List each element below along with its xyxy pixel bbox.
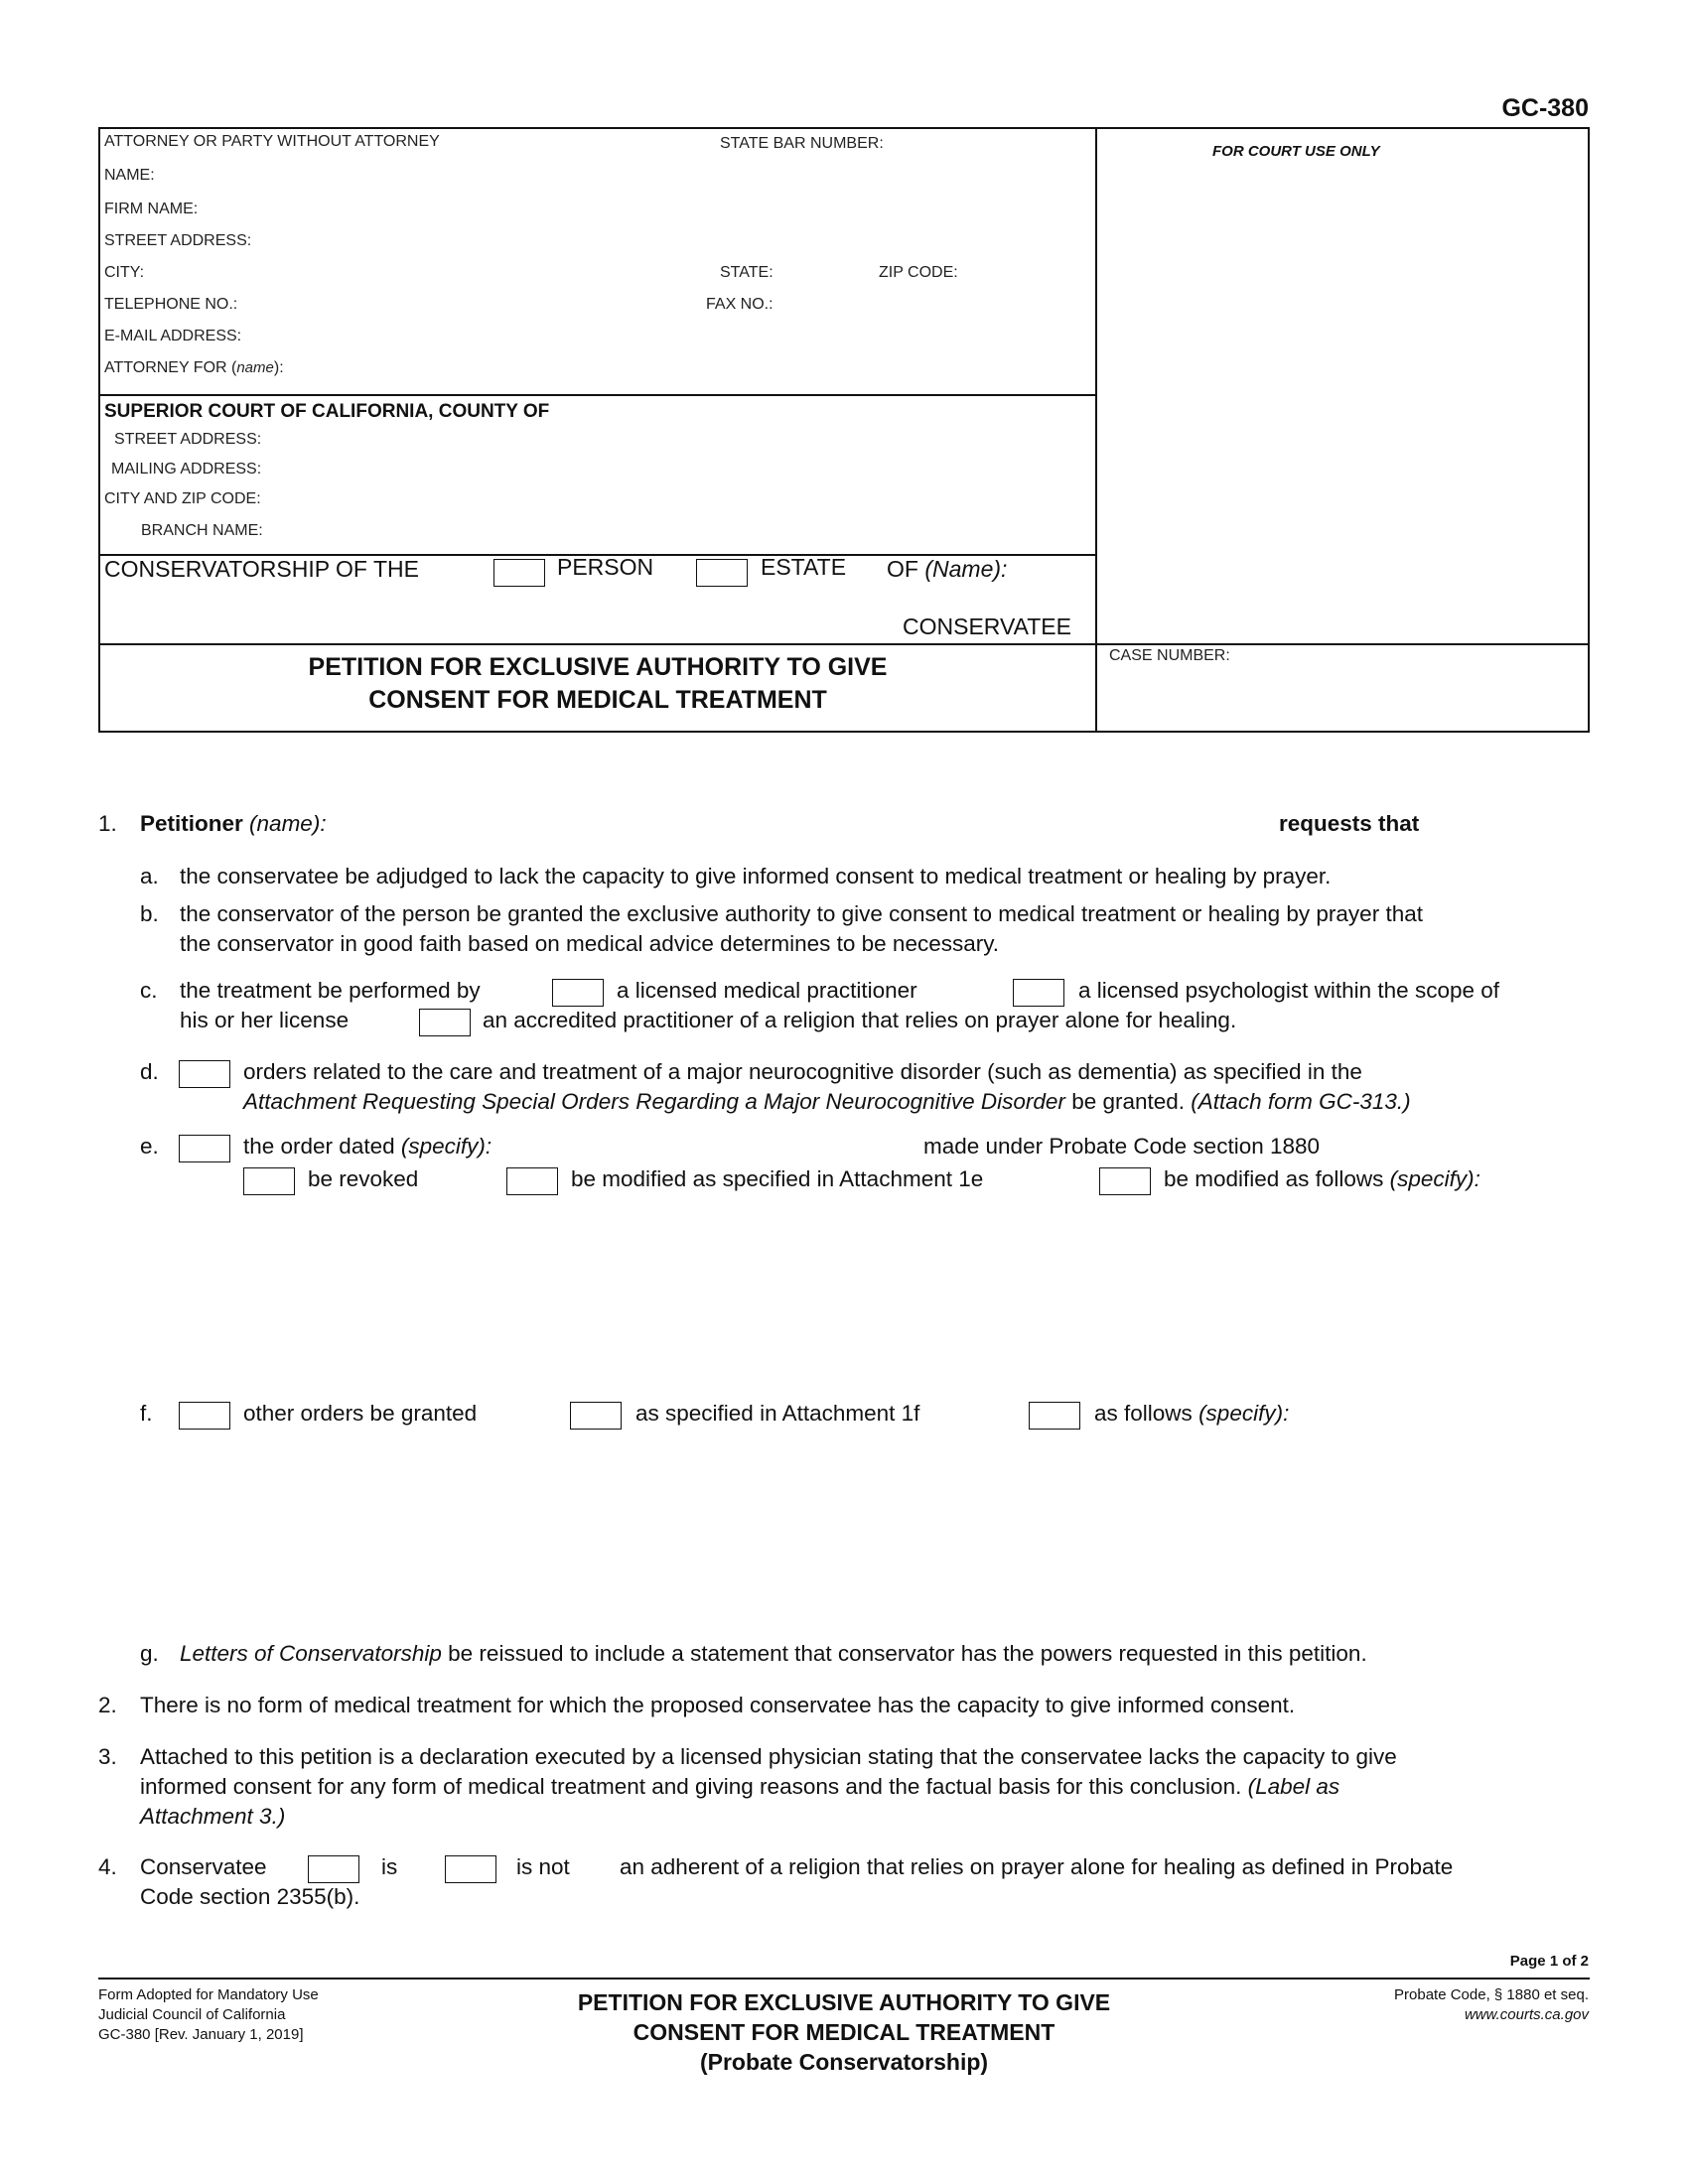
conservatorship-label: CONSERVATORSHIP OF THE: [104, 556, 419, 582]
revoked-label: be revoked: [308, 1166, 419, 1191]
person-checkbox[interactable]: [493, 559, 545, 587]
item-3-label-as: (Label as: [1247, 1774, 1340, 1799]
court-use-only-label: FOR COURT USE ONLY: [1212, 143, 1380, 160]
court-street-field[interactable]: STREET ADDRESS:: [114, 431, 262, 448]
header-divider-1: [100, 394, 1095, 396]
footer-title-line1: PETITION FOR EXCLUSIVE AUTHORITY TO GIVE: [577, 1989, 1111, 2015]
item-1g-rest: be reissued to include a statement that conservator has the powers requested in this petition.: [448, 1641, 1367, 1666]
item-1e-order-dated[interactable]: [243, 1132, 492, 1161]
modified-attachment-checkbox[interactable]: [506, 1167, 558, 1195]
firm-name-field[interactable]: FIRM NAME:: [104, 201, 199, 217]
religious-practitioner-checkbox[interactable]: [419, 1009, 471, 1036]
footer-title: [447, 1987, 1241, 2077]
item-1d-letter: d.: [140, 1059, 159, 1084]
item-1e-checkbox[interactable]: [179, 1135, 230, 1162]
item-1c-text: the treatment be performed by: [180, 978, 481, 1003]
caption-header: [98, 127, 1590, 733]
city-field[interactable]: CITY:: [104, 264, 145, 281]
item-1f-letter: f.: [140, 1401, 153, 1426]
footer-references: [1291, 1985, 1589, 2025]
modified-attachment-label: be modified as specified in Attachment 1e: [571, 1166, 984, 1191]
email-field[interactable]: E-MAIL ADDRESS:: [104, 328, 242, 344]
modified-as-follows-specify: (specify):: [1389, 1166, 1480, 1191]
form-id: GC-380: [1501, 94, 1589, 122]
medical-practitioner-label: a licensed medical practitioner: [617, 978, 917, 1003]
attorney-for-close: ):: [273, 359, 284, 376]
item-1a-letter: a.: [140, 864, 159, 888]
item-1b-text-line2: the conservator in good faith based on medical advice determines to be necessary.: [180, 931, 1000, 956]
f-as-follows-specify: (specify):: [1198, 1401, 1290, 1426]
item-1d-attach-note: (Attach form GC-313.): [1191, 1089, 1411, 1114]
telephone-field[interactable]: TELEPHONE NO.:: [104, 296, 238, 313]
state-bar-label: STATE BAR NUMBER:: [720, 135, 884, 152]
footer-adopted-line3: GC-380 [Rev. January 1, 2019]: [98, 2026, 304, 2043]
item-1e-specify-hint: (specify):: [400, 1134, 492, 1159]
item-3-text-line2-main: informed consent for any form of medical treatment and giving reasons and the factual basis for this conclusion.: [140, 1774, 1242, 1799]
item-1d-attachment-title: Attachment Requesting Special Orders Regarding a Major Neurocognitive Disorder: [243, 1089, 1065, 1114]
petitioner-label: Petitioner: [140, 811, 243, 836]
person-label: PERSON: [557, 554, 654, 580]
item-1g-letter: g.: [140, 1641, 159, 1666]
item-1-number: 1.: [98, 811, 117, 836]
item-1c-letter: c.: [140, 978, 158, 1003]
is-adherent-checkbox[interactable]: [308, 1855, 359, 1883]
item-3-text-line1: Attached to this petition is a declaration executed by a licensed physician stating that the conservatee lacks the capacity to give: [140, 1744, 1397, 1769]
estate-checkbox[interactable]: [696, 559, 748, 587]
f-as-follows-checkbox[interactable]: [1029, 1402, 1080, 1430]
zip-code-field[interactable]: ZIP CODE:: [879, 264, 958, 281]
court-title: SUPERIOR COURT OF CALIFORNIA, COUNTY OF: [104, 401, 550, 422]
is-not-label: is not: [516, 1854, 570, 1879]
footer-probate-code: Probate Code, § 1880 et seq.: [1394, 1986, 1589, 2003]
footer-adopted: [98, 1985, 319, 2045]
item-1-petitioner[interactable]: [140, 809, 327, 839]
item-4-text-line1: an adherent of a religion that relies on prayer alone for healing as defined in Probate: [620, 1854, 1454, 1879]
court-branch-field[interactable]: BRANCH NAME:: [141, 522, 263, 539]
header-vertical-divider: [1095, 129, 1097, 731]
modified-as-follows-checkbox[interactable]: [1099, 1167, 1151, 1195]
state-field[interactable]: STATE:: [720, 264, 774, 281]
item-1d-text-line2: [243, 1087, 1411, 1117]
court-city-zip-field[interactable]: CITY AND ZIP CODE:: [104, 490, 261, 507]
medical-practitioner-checkbox[interactable]: [552, 979, 604, 1007]
form-title-line1: PETITION FOR EXCLUSIVE AUTHORITY TO GIVE: [308, 653, 888, 681]
psychologist-checkbox[interactable]: [1013, 979, 1064, 1007]
street-address-field[interactable]: STREET ADDRESS:: [104, 232, 252, 249]
attorney-for-label: ATTORNEY FOR (: [104, 359, 237, 376]
fax-field[interactable]: FAX NO.:: [706, 296, 774, 313]
modified-as-follows-text: be modified as follows: [1164, 1166, 1384, 1191]
item-1g-text: [180, 1639, 1367, 1669]
item-1c-license-text: his or her license: [180, 1008, 350, 1032]
item-1e-order-dated-label: the order dated: [243, 1134, 395, 1159]
attachment-1f-checkbox[interactable]: [570, 1402, 622, 1430]
of-name-label: [887, 556, 1007, 583]
of-label: OF: [887, 556, 918, 582]
item-1e-probate-section: made under Probate Code section 1880: [923, 1134, 1321, 1159]
of-name-hint: (Name):: [924, 556, 1008, 582]
item-3-text-line2: [140, 1772, 1339, 1802]
petitioner-name-hint: (name):: [249, 811, 327, 836]
conservatee-label: CONSERVATEE: [903, 614, 1071, 639]
footer-title-line3: (Probate Conservatorship): [699, 2049, 989, 2075]
item-1-requests-that: requests that: [1279, 811, 1420, 836]
item-4-number: 4.: [98, 1854, 117, 1879]
item-1d-checkbox[interactable]: [179, 1060, 230, 1088]
page-number: Page 1 of 2: [1509, 1953, 1589, 1970]
case-number-field[interactable]: CASE NUMBER:: [1109, 647, 1230, 664]
footer-adopted-line1: Form Adopted for Mandatory Use: [98, 1986, 319, 2003]
item-1f-text: other orders be granted: [243, 1401, 478, 1426]
footer-website-link[interactable]: www.courts.ca.gov: [1464, 2006, 1589, 2023]
item-1d-text-line1: orders related to the care and treatment of a major neurocognitive disorder (such as dementia) as specified in the: [243, 1059, 1362, 1084]
item-3-number: 3.: [98, 1744, 117, 1769]
f-as-follows-text: as follows: [1094, 1401, 1193, 1426]
estate-label: ESTATE: [761, 554, 847, 580]
modified-as-follows-label: [1164, 1164, 1480, 1194]
name-field[interactable]: NAME:: [104, 167, 155, 184]
attorney-for-field[interactable]: [104, 359, 284, 377]
footer-title-line2: CONSENT FOR MEDICAL TREATMENT: [633, 2019, 1055, 2045]
footer-adopted-line2: Judicial Council of California: [98, 2006, 286, 2023]
item-1f-checkbox[interactable]: [179, 1402, 230, 1430]
item-2-text: There is no form of medical treatment for which the proposed conservatee has the capacity to give informed consent.: [140, 1693, 1296, 1717]
item-1b-text-line1: the conservator of the person be granted the exclusive authority to give consent to medical treatment or healing by prayer that: [180, 901, 1423, 926]
court-mailing-field[interactable]: MAILING ADDRESS:: [111, 461, 262, 478]
item-3-text-line3: Attachment 3.): [140, 1804, 286, 1829]
footer-rule: [98, 1978, 1590, 1979]
item-1d-be-granted: be granted.: [1071, 1089, 1186, 1114]
attachment-1f-label: as specified in Attachment 1f: [635, 1401, 920, 1426]
form-title: [100, 651, 1095, 717]
is-not-adherent-checkbox[interactable]: [445, 1855, 496, 1883]
attorney-label: ATTORNEY OR PARTY WITHOUT ATTORNEY: [104, 133, 440, 150]
item-1b-letter: b.: [140, 901, 159, 926]
item-1g-letters-title: Letters of Conservatorship: [180, 1641, 442, 1666]
header-divider-3: [100, 643, 1590, 645]
form-title-line2: CONSENT FOR MEDICAL TREATMENT: [368, 686, 827, 714]
item-4-text-line2: Code section 2355(b).: [140, 1884, 360, 1909]
religious-practitioner-label: an accredited practitioner of a religion that relies on prayer alone for healing.: [483, 1008, 1237, 1032]
is-label: is: [381, 1854, 398, 1879]
item-1a-text: the conservatee be adjudged to lack the capacity to give informed consent to medical treatment or healing by prayer.: [180, 864, 1332, 888]
revoked-checkbox[interactable]: [243, 1167, 295, 1195]
attorney-for-name-hint: name: [236, 359, 274, 376]
psychologist-label: a licensed psychologist within the scope of: [1078, 978, 1499, 1003]
item-4-conservatee-label: Conservatee: [140, 1854, 267, 1879]
item-2-number: 2.: [98, 1693, 117, 1717]
item-1e-letter: e.: [140, 1134, 159, 1159]
f-as-follows-label: [1094, 1399, 1289, 1429]
